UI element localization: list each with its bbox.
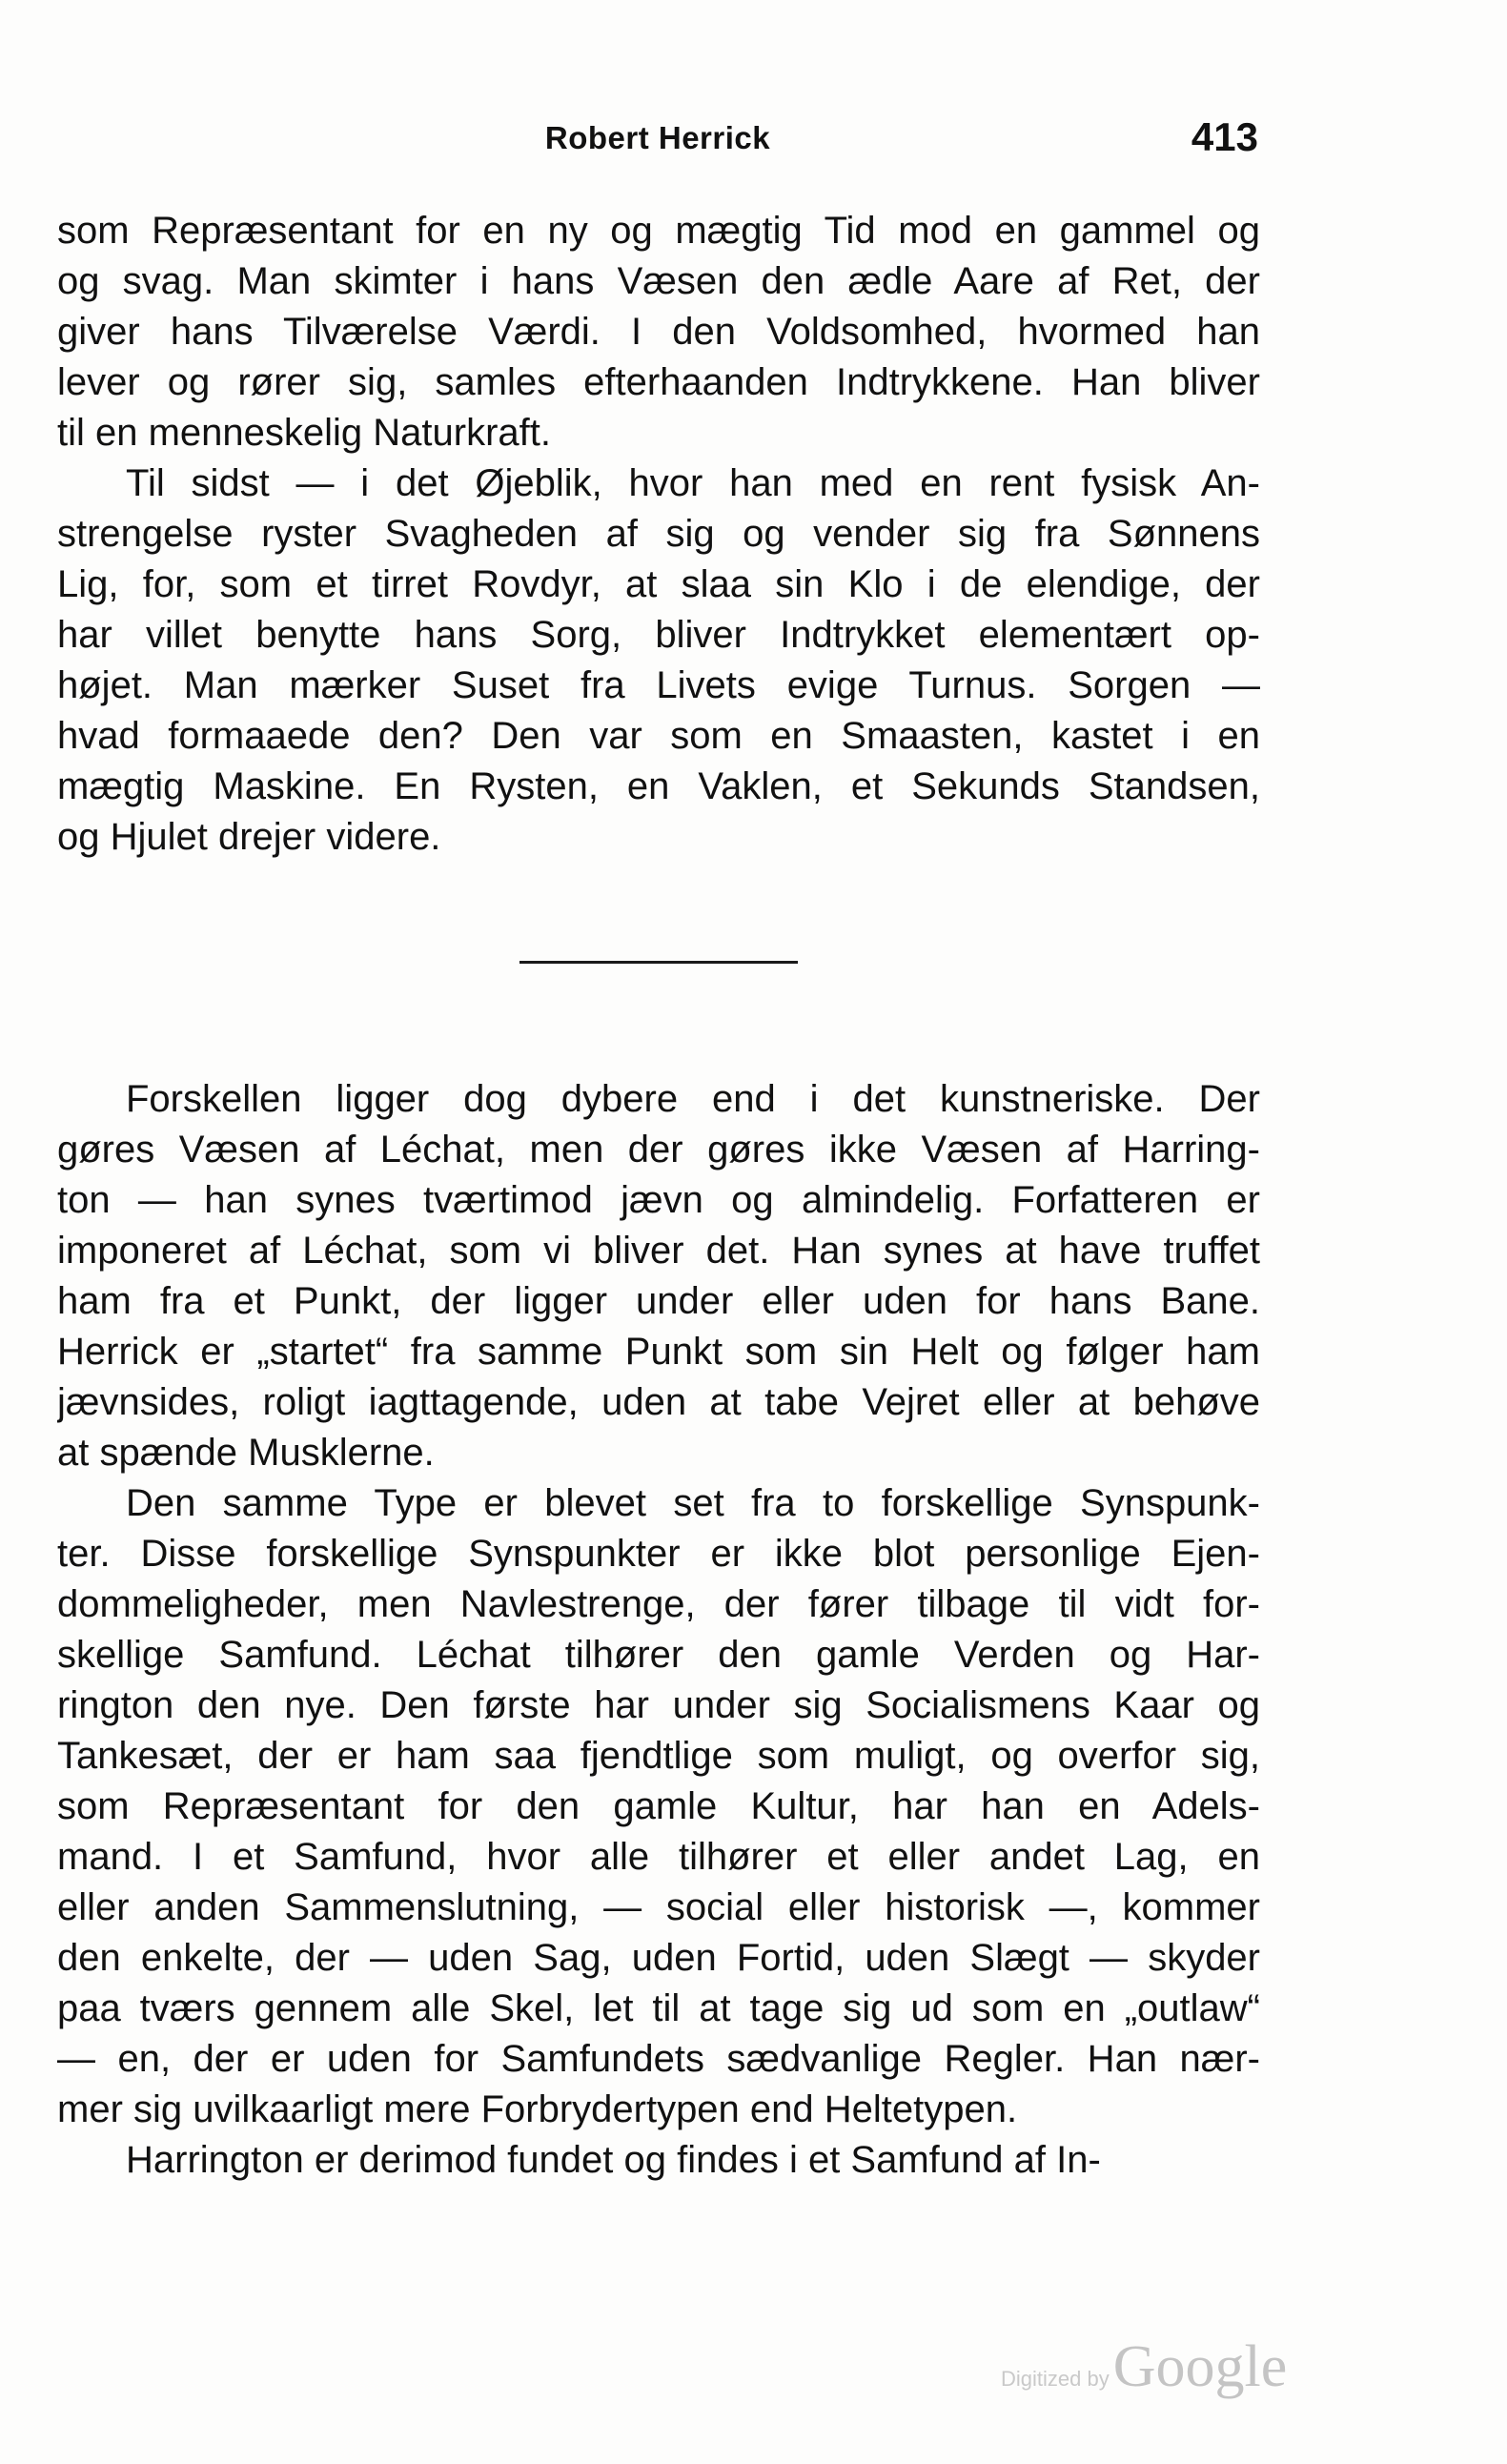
paragraph <box>57 1074 1260 1478</box>
page-header <box>57 114 1258 172</box>
text-line: mer sig uvilkaarligt mere Forbrydertypen end Heltetypen. <box>57 2088 1018 2130</box>
text-line: til en menneskelig Naturkraft. <box>57 412 552 454</box>
text-line: imponeret af Léchat, som vi bliver det. Han synes at have truffet <box>57 1230 1260 1272</box>
text-block-top <box>57 206 1260 863</box>
text-line: har villet benytte hans Sorg, bliver Indtrykket elementært op- <box>57 614 1260 656</box>
google-logo: Google <box>1112 2334 1288 2399</box>
text-line: Til sidst — i det Øjeblik, hvor han med en rent fysisk An- <box>126 462 1260 504</box>
text-line: mand. I et Samfund, hvor alle tilhører et eller andet Lag, en <box>57 1836 1260 1878</box>
text-line: Lig, for, som et tirret Rovdyr, at slaa sin Klo i de elendige, der <box>57 563 1260 605</box>
text-line: mægtig Maskine. En Rysten, en Vaklen, et Sekunds Standsen, <box>57 765 1260 807</box>
text-line: paa tværs gennem alle Skel, let til at tage sig ud som en „outlaw“ <box>57 1987 1260 2029</box>
text-line: som Repræsentant for den gamle Kultur, har han en Adels- <box>57 1785 1260 1827</box>
text-block-bottom <box>57 1074 1260 2186</box>
text-line: lever og rører sig, samles efterhaanden Indtrykkene. Han bliver <box>57 361 1260 403</box>
text-line: den enkelte, der — uden Sag, uden Fortid, uden Slægt — skyder <box>57 1937 1260 1979</box>
text-line: Harrington er derimod fundet og findes i et Samfund af In- <box>126 2139 1101 2181</box>
text-line: ton — han synes tværtimod jævn og almindelig. Forfatteren er <box>57 1179 1260 1221</box>
text-line: gøres Væsen af Léchat, men der gøres ikke Væsen af Harring- <box>57 1129 1260 1171</box>
text-line: Tankesæt, der er ham saa fjendtlige som muligt, og overfor sig, <box>57 1735 1260 1777</box>
section-divider <box>519 961 798 964</box>
text-line: dommeligheder, men Navlestrenge, der fører tilbage til vidt for- <box>57 1583 1260 1625</box>
text-line: at spænde Musklerne. <box>57 1432 435 1474</box>
running-title: Robert Herrick <box>544 120 771 155</box>
paragraph <box>57 458 1260 863</box>
text-line: hvad formaaede den? Den var som en Smaasten, kastet i en <box>57 715 1260 757</box>
text-line: som Repræsentant for en ny og mægtig Tid mod en gammel og <box>57 210 1260 252</box>
text-line: rington den nye. Den første har under sig Socialismens Kaar og <box>57 1684 1260 1726</box>
text-line: skellige Samfund. Léchat tilhører den gamle Verden og Har- <box>57 1634 1260 1676</box>
text-line: Herrick er „startet“ fra samme Punkt som sin Helt og følger ham <box>57 1331 1260 1373</box>
text-line: ter. Disse forskellige Synspunkter er ikke blot personlige Ejen- <box>57 1533 1260 1575</box>
text-line: ham fra et Punkt, der ligger under eller uden for hans Bane. <box>57 1280 1260 1322</box>
text-line: giver hans Tilværelse Værdi. I den Voldsomhed, hvormed han <box>57 311 1260 353</box>
text-line: højet. Man mærker Suset fra Livets evige Turnus. Sorgen — <box>57 664 1260 706</box>
text-line: eller anden Sammenslutning, — social eller historisk —, kommer <box>57 1886 1260 1928</box>
text-line: strengelse ryster Svagheden af sig og vender sig fra Sønnens <box>57 513 1260 555</box>
text-line: Forskellen ligger dog dybere end i det kunstneriske. Der <box>126 1078 1260 1120</box>
text-line: Den samme Type er blevet set fra to forskellige Synspunk- <box>126 1482 1260 1524</box>
paragraph <box>57 1478 1260 2135</box>
text-line: og Hjulet drejer videre. <box>57 816 441 858</box>
paragraph <box>57 2135 1260 2186</box>
paragraph <box>57 206 1260 458</box>
text-line: og svag. Man skimter i hans Væsen den ædle Aare af Ret, der <box>57 260 1260 302</box>
text-line: — en, der er uden for Samfundets sædvanlige Regler. Han nær- <box>57 2038 1260 2080</box>
digitized-by-text: Digitized by <box>1001 2367 1110 2391</box>
page-number: 413 <box>1191 114 1258 159</box>
digitized-watermark <box>1001 2333 1287 2401</box>
text-line: jævnsides, roligt iagttagende, uden at tabe Vejret eller at behøve <box>57 1381 1260 1423</box>
